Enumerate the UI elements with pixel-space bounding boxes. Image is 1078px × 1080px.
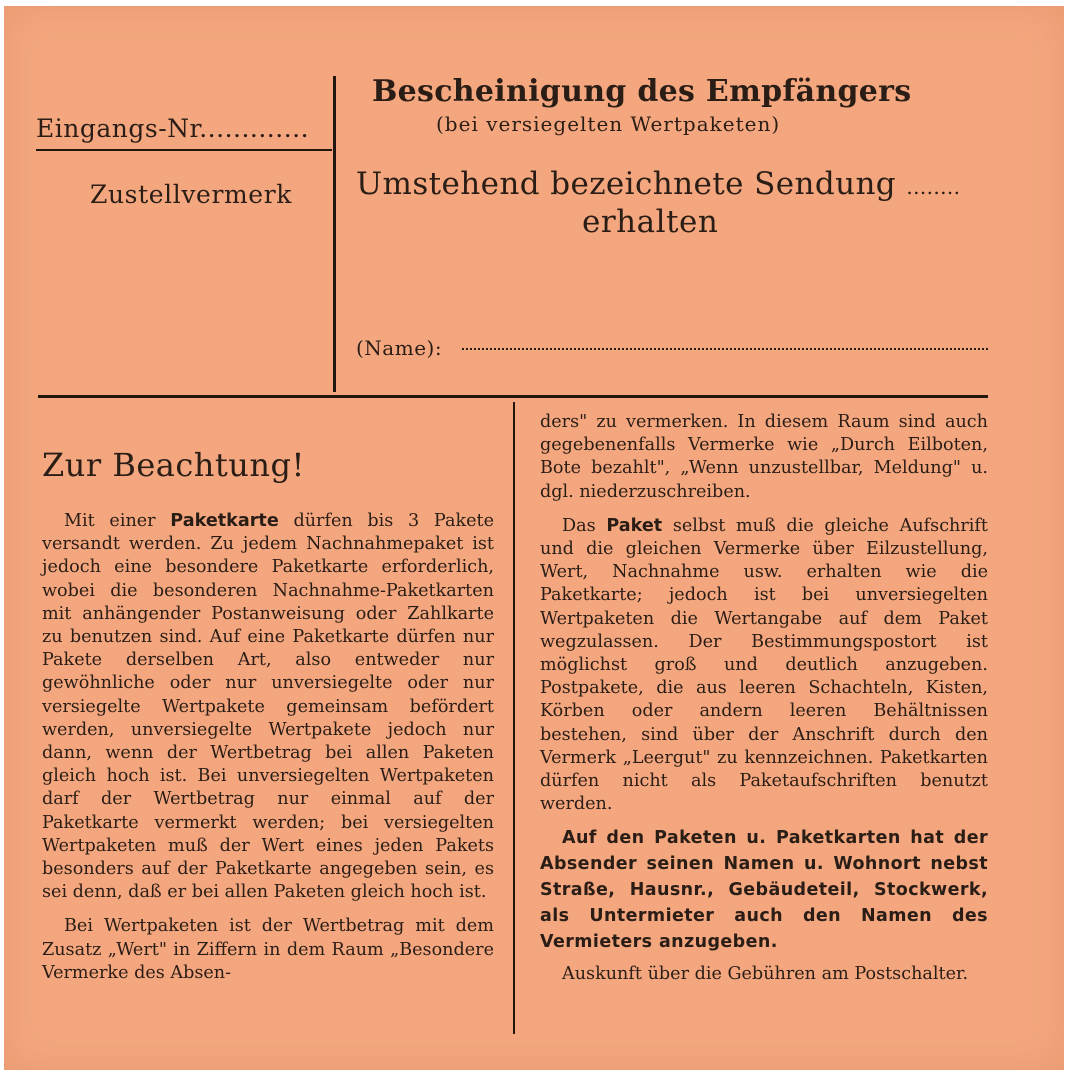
bold-term-paket: Paket [606,515,663,536]
subtitle: (bei versiegelten Wertpaketen) [436,112,781,136]
page-title: Bescheinigung des Empfängers [372,74,912,109]
sendung-line [356,166,960,202]
vertical-divider-top [333,76,336,392]
erhalten-text: erhalten [582,204,719,240]
text-run: Das [562,515,607,536]
name-signature-line [462,348,988,350]
notice-right-paragraph-0: ders" zu vermerken. In diesem Raum sind auch gegebenenfalls Vermerke wie „Durch Eilboten, Bote bezahlt", „Wenn unzustellbar, Meldung" u. dgl. niederzuschreiben. [540,412,988,502]
sendung-text: Umstehend bezeichnete Sendung [356,166,897,202]
text-run: Mit einer [64,511,171,531]
text-run: selbst muß die gleiche Aufschrift und die gleichen Vermerke über Eilzustellung, Wert, Nachnahme usw. erhalten wie die Paketkarte; jedoch ist bei unversiegelten Wertpaketen die Wertangabe auf dem Paket wegzulassen. Der Bestimmungspostort ist möglichst groß und deutlich anzugeben. Postpakete, die aus leeren Schachteln, Kisten, Körben oder andern leeren Behältnissen bestehen, sind über der Anschrift durch den Vermerk „Leergut" zu kennzeichnen. Paketkarten dürfen nicht als Paketaufschriften benutzt werden. [540,515,988,815]
notice-title: Zur Beachtung! [42,446,305,484]
eingangs-dots: ............ [207,114,310,143]
vertical-divider-bottom [513,402,515,1034]
notice-left-paragraph-1 [42,510,494,904]
notice-right-column [540,411,988,987]
notice-left-column [42,510,494,985]
notice-left-paragraph-2: Bei Wertpaketen ist der Wertbetrag mit dem Zusatz „Wert" in Ziffern in dem Raum „Besondere Vermerke des Absen- [42,916,494,983]
notice-right-paragraph-1 [540,515,988,817]
zustellvermerk-label: Zustellvermerk [90,180,293,209]
text-run: dürfen bis 3 Pakete versandt werden. Zu jedem Nachnahmepaket ist jedoch eine besondere Paketkarte erforderlich, wobei die besonderen Nachnahme-Paketkarten mit anhängender Postanweisung oder Zahlkarte zu benutzen sind. Auf eine Paketkarte dürfen nur Pakete derselben Art, also entweder nur gewöhnliche oder nur unversiegelte oder nur versiegelte Wertpakete gemeinsam befördert werden, unversiegelte Wertpakete jedoch nur dann, wenn der Wertbetrag bei allen Paketen gleich hoch ist. Bei unversiegelten Wertpaketen darf der Wertbetrag nur einmal auf der Paketkarte vermerkt werden; bei versiegelten Wertpaketen muß der Wert eines jeden Pakets besonders auf der Paketkarte angegeben sein, es sei denn, daß er bei allen Paketen gleich hoch ist. [42,511,494,903]
horizontal-divider [38,395,988,398]
eingang-underline [36,149,332,151]
sendung-dots: ........ [906,175,961,199]
notice-right-paragraph-2: Auf den Paketen u. Paketkarten hat der Absender seinen Namen u. Wohnort nebst Straße, Hausnr., Gebäudeteil, Stockwerk, als Untermieter auch den Namen des Vermieters anzugeben. [540,828,988,953]
notice-right-paragraph-3: Auskunft über die Gebühren am Postschalter. [562,964,969,985]
eingangs-nr-field [36,114,309,143]
bold-term-paketkarte: Paketkarte [170,511,279,531]
name-label: (Name): [356,336,443,360]
eingangs-label: Eingangs-Nr. [36,114,208,143]
paketkarte-back [4,6,1064,1070]
